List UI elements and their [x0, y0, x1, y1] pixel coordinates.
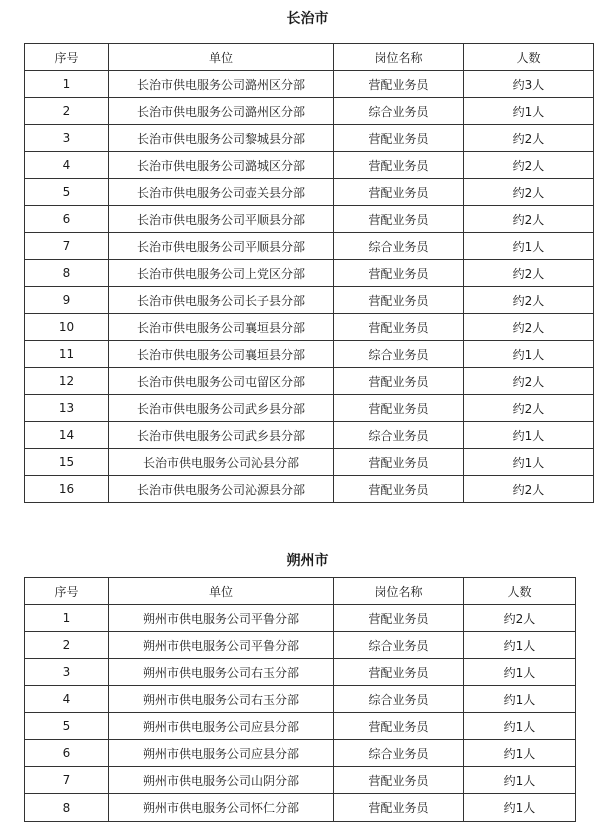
cell-seq: 7 — [25, 767, 109, 794]
table-row — [25, 71, 594, 98]
cell-post: 营配业务员 — [334, 152, 464, 179]
header-seq: 序号 — [25, 578, 109, 605]
cell-post: 营配业务员 — [334, 368, 464, 395]
cell-seq: 6 — [25, 206, 109, 233]
cell-count: 约2人 — [464, 605, 576, 632]
header-count: 人数 — [464, 44, 594, 71]
table-row — [25, 632, 576, 659]
cell-seq: 8 — [25, 794, 109, 822]
cell-seq: 14 — [25, 422, 109, 449]
cell-post: 营配业务员 — [334, 125, 464, 152]
table-row — [25, 449, 594, 476]
cell-unit: 长治市供电服务公司潞州区分部 — [109, 98, 334, 125]
cell-seq: 2 — [25, 632, 109, 659]
cell-unit: 朔州市供电服务公司右玉分部 — [109, 686, 334, 713]
cell-count: 约2人 — [464, 260, 594, 287]
cell-count: 约1人 — [464, 794, 576, 822]
cell-seq: 8 — [25, 260, 109, 287]
cell-count: 约2人 — [464, 395, 594, 422]
cell-unit: 长治市供电服务公司屯留区分部 — [109, 368, 334, 395]
cell-post: 营配业务员 — [334, 260, 464, 287]
cell-count: 约3人 — [464, 71, 594, 98]
cell-seq: 5 — [25, 713, 109, 740]
table-row — [25, 314, 594, 341]
cell-unit: 朔州市供电服务公司怀仁分部 — [109, 794, 334, 822]
cell-unit: 长治市供电服务公司武乡县分部 — [109, 395, 334, 422]
cell-count: 约2人 — [464, 287, 594, 314]
table-row — [25, 686, 576, 713]
table-row — [25, 287, 594, 314]
cell-seq: 9 — [25, 287, 109, 314]
cell-unit: 长治市供电服务公司沁源县分部 — [109, 476, 334, 503]
cell-post: 营配业务员 — [334, 71, 464, 98]
table-row — [25, 659, 576, 686]
cell-count: 约2人 — [464, 179, 594, 206]
cell-seq: 11 — [25, 341, 109, 368]
cell-post: 综合业务员 — [334, 98, 464, 125]
cell-unit: 长治市供电服务公司上党区分部 — [109, 260, 334, 287]
cell-count: 约1人 — [464, 686, 576, 713]
table-row — [25, 794, 576, 822]
cell-count: 约1人 — [464, 422, 594, 449]
cell-seq: 10 — [25, 314, 109, 341]
cell-seq: 12 — [25, 368, 109, 395]
cell-post: 营配业务员 — [334, 476, 464, 503]
table-row — [25, 341, 594, 368]
cell-post: 营配业务员 — [334, 314, 464, 341]
cell-count: 约2人 — [464, 125, 594, 152]
cell-post: 综合业务员 — [334, 740, 464, 767]
table-row — [25, 767, 576, 794]
section-title-shuozhou: 朔州市 — [286, 553, 329, 569]
cell-seq: 5 — [25, 179, 109, 206]
cell-count: 约1人 — [464, 659, 576, 686]
cell-seq: 1 — [25, 605, 109, 632]
header-unit: 单位 — [109, 44, 334, 71]
cell-seq: 3 — [25, 659, 109, 686]
table-row — [25, 713, 576, 740]
cell-post: 综合业务员 — [334, 422, 464, 449]
cell-seq: 6 — [25, 740, 109, 767]
cell-post: 营配业务员 — [334, 794, 464, 822]
cell-unit: 朔州市供电服务公司平鲁分部 — [109, 632, 334, 659]
cell-post: 营配业务员 — [334, 179, 464, 206]
cell-seq: 3 — [25, 125, 109, 152]
cell-post: 综合业务员 — [334, 632, 464, 659]
cell-seq: 1 — [25, 71, 109, 98]
cell-count: 约2人 — [464, 206, 594, 233]
cell-unit: 长治市供电服务公司壶关县分部 — [109, 179, 334, 206]
cell-post: 营配业务员 — [334, 659, 464, 686]
cell-unit: 朔州市供电服务公司应县分部 — [109, 713, 334, 740]
cell-unit: 长治市供电服务公司襄垣县分部 — [109, 341, 334, 368]
header-unit: 单位 — [109, 578, 334, 605]
cell-post: 营配业务员 — [334, 449, 464, 476]
cell-count: 约2人 — [464, 314, 594, 341]
cell-post: 综合业务员 — [334, 233, 464, 260]
cell-unit: 朔州市供电服务公司应县分部 — [109, 740, 334, 767]
cell-post: 综合业务员 — [334, 686, 464, 713]
cell-seq: 15 — [25, 449, 109, 476]
table-row — [25, 368, 594, 395]
cell-unit: 长治市供电服务公司潞州区分部 — [109, 71, 334, 98]
table-row — [25, 740, 576, 767]
table-header-row — [25, 44, 594, 71]
table-row — [25, 206, 594, 233]
cell-post: 营配业务员 — [334, 713, 464, 740]
table-row — [25, 179, 594, 206]
table-row — [25, 476, 594, 503]
cell-unit: 长治市供电服务公司黎城县分部 — [109, 125, 334, 152]
cell-post: 综合业务员 — [334, 341, 464, 368]
cell-count: 约1人 — [464, 713, 576, 740]
header-post: 岗位名称 — [334, 44, 464, 71]
cell-unit: 朔州市供电服务公司平鲁分部 — [109, 605, 334, 632]
cell-count: 约2人 — [464, 476, 594, 503]
table-row — [25, 395, 594, 422]
cell-count: 约1人 — [464, 98, 594, 125]
cell-seq: 16 — [25, 476, 109, 503]
cell-seq: 13 — [25, 395, 109, 422]
shuozhou-table — [24, 577, 576, 822]
cell-unit: 长治市供电服务公司沁县分部 — [109, 449, 334, 476]
cell-unit: 长治市供电服务公司潞城区分部 — [109, 152, 334, 179]
cell-seq: 4 — [25, 686, 109, 713]
cell-unit: 长治市供电服务公司平顺县分部 — [109, 233, 334, 260]
header-seq: 序号 — [25, 44, 109, 71]
cell-count: 约1人 — [464, 632, 576, 659]
cell-seq: 7 — [25, 233, 109, 260]
cell-count: 约1人 — [464, 767, 576, 794]
cell-post: 营配业务员 — [334, 206, 464, 233]
cell-count: 约1人 — [464, 740, 576, 767]
cell-count: 约1人 — [464, 233, 594, 260]
cell-post: 营配业务员 — [334, 605, 464, 632]
cell-count: 约1人 — [464, 449, 594, 476]
header-post: 岗位名称 — [334, 578, 464, 605]
table-row — [25, 422, 594, 449]
cell-unit: 朔州市供电服务公司山阴分部 — [109, 767, 334, 794]
table-row — [25, 125, 594, 152]
cell-seq: 4 — [25, 152, 109, 179]
cell-count: 约2人 — [464, 152, 594, 179]
cell-unit: 长治市供电服务公司襄垣县分部 — [109, 314, 334, 341]
cell-post: 营配业务员 — [334, 395, 464, 422]
cell-seq: 2 — [25, 98, 109, 125]
table-header-row — [25, 578, 576, 605]
cell-unit: 朔州市供电服务公司右玉分部 — [109, 659, 334, 686]
cell-unit: 长治市供电服务公司长子县分部 — [109, 287, 334, 314]
cell-count: 约1人 — [464, 341, 594, 368]
table-row — [25, 605, 576, 632]
table-row — [25, 260, 594, 287]
header-count: 人数 — [464, 578, 576, 605]
cell-count: 约2人 — [464, 368, 594, 395]
table-row — [25, 152, 594, 179]
changzhi-table — [24, 43, 594, 503]
cell-unit: 长治市供电服务公司武乡县分部 — [109, 422, 334, 449]
cell-unit: 长治市供电服务公司平顺县分部 — [109, 206, 334, 233]
section-title-changzhi: 长治市 — [286, 11, 329, 27]
table-row — [25, 233, 594, 260]
cell-post: 营配业务员 — [334, 767, 464, 794]
cell-post: 营配业务员 — [334, 287, 464, 314]
table-row — [25, 98, 594, 125]
